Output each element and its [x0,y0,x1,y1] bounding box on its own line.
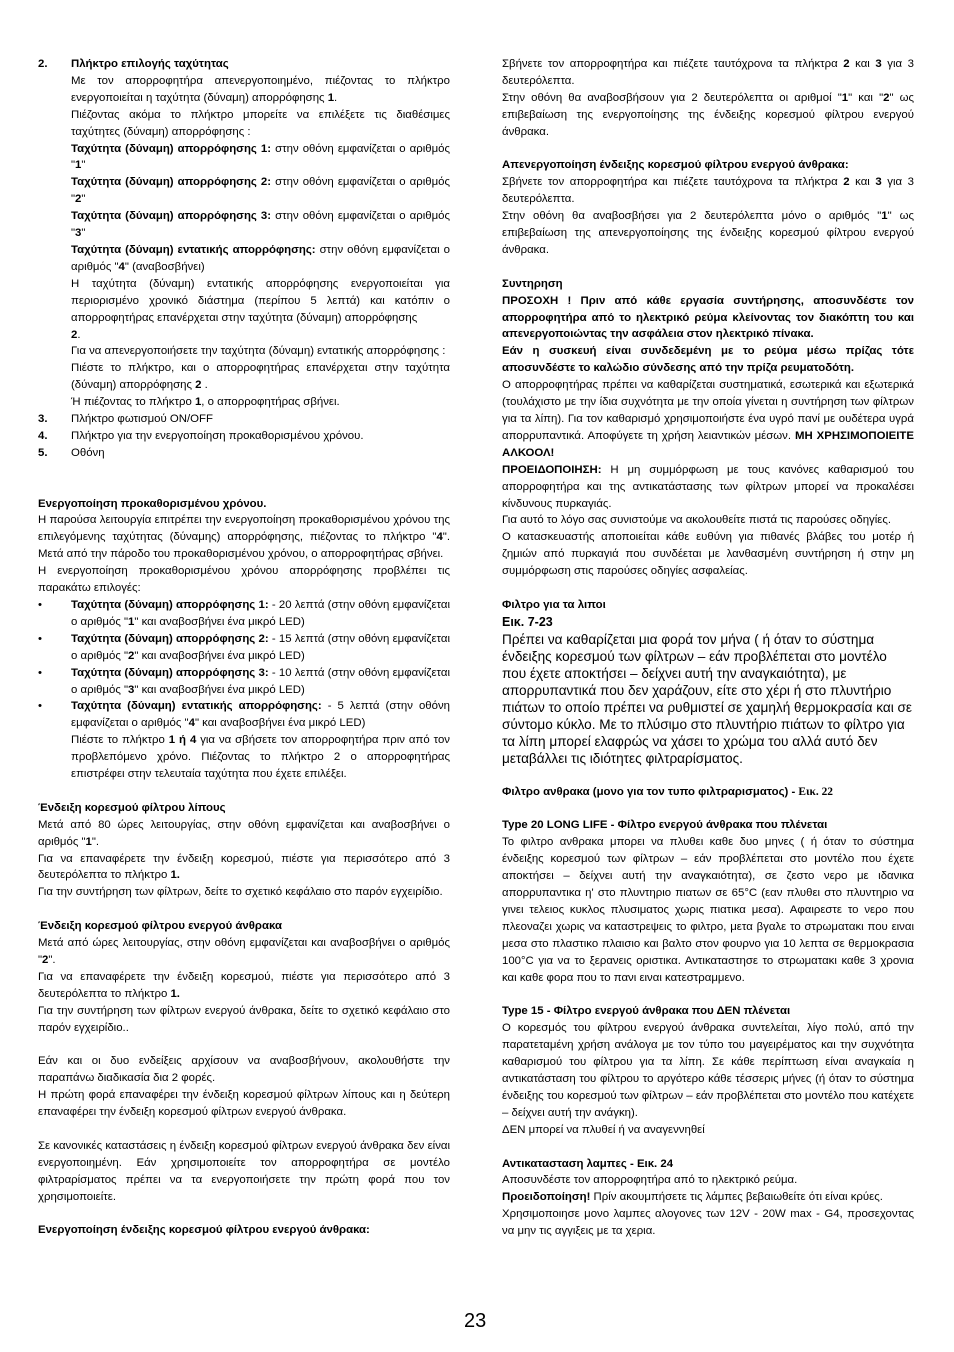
warning-text: ΠΡΟΣΟΧΗ ! Πριν από κάθε εργασία συντήρησης, αποσυνδέστε τον απορροφητήρα από το ηλεκτρικό ρεύμα κλείνοντας τον διακόπτη του και απενεργοποιώντας την ασφάλεια στον ηλεκτρικό πίνακα. [502,294,914,341]
list-text: Οθόνη [71,446,105,459]
paragraph: Για να απενεργοποιήσετε την ταχύτητα (δύναμη) εντατικής απορρόφησης : [71,345,446,358]
section-heading: Συντηρηση [502,277,563,290]
list-item-timer-1: • Ταχύτητα (δύναμη) απορρόφησης 1: - 20 λεπτά (στην οθόνη εμφανίζεται ο αριθμός "1" και αναβοσβήνει ένα μικρό LED) [38,598,450,628]
paragraph: Για να επαναφέρετε την ένδειξη κορεσμού, πιέστε για περισσότερο από 3 δευτερόλεπτα το πλήκτρο 1. [38,852,450,882]
warning-text: Εάν η συσκευή είναι συνδεδεμένη με το ρεύμα μέσω πρίζας τότε αποσυνδέστε το καλώδιο σύνδεσης από την πρίζα ρευματοδότη. [502,345,914,375]
speed-1-line: Ταχύτητα (δύναμη) απορρόφησης 1: στην οθόνη εμφανίζεται ο αριθμός "1" [71,142,450,172]
speed-2-line: Ταχύτητα (δύναμη) απορρόφησης 2: στην οθόνη εμφανίζεται ο αριθμός "2" [71,176,450,206]
section-heading: Ένδειξη κορεσμού φίλτρου ενεργού άνθρακα [38,920,282,933]
page-number: 23 [464,1310,487,1332]
list-item-light-button [38,411,450,428]
bullet: • [38,666,42,679]
paragraph: Αποσυνδέστε τον απορροφητήρα από το ηλεκτρικό ρεύμα. [502,1174,798,1187]
list-item-timer-2: • Ταχύτητα (δύναμη) απορρόφησης 2: - 15 λεπτά (στην οθόνη εμφανίζεται ο αριθμός "2" και αναβοσβήνει ένα μικρό LED) [38,632,450,662]
bullet: • [38,632,42,645]
section-heading: Απενεργοποίηση ένδειξης κορεσμού φίλτρου ενεργού άνθρακα: [502,159,849,172]
list-number: 5. [38,446,48,459]
paragraph: Ο απορροφητήρας πρέπει να καθαρίζεται συστηματικά, εσωτερικά και εξωτερικά (τουλάχιστο με την ίδια συχνότητα με την οποία γίνεται η συντήρηση των φίλτρων για τα λίπη). Για τον καθαρισμό χρησιμοποιήστε ένα υγρό πανί με ουδέτερα υγρά απορρυπαντικά. Αποφύγετε τη χρήση λειαντικών μέσων. ΜΗ ΧΡΗΣΙΜΟΠΟΙΕΙΤΕ ΑΛΚΟΟΛ! [502,379,914,459]
list-text: Πλήκτρο φωτισμού ON/OFF [71,413,213,426]
paragraph: Προειδοποίηση! Πρίν ακουμπήσετε τις λάμπες βεβαιωθείτε ότι είναι κρύες. [502,1191,883,1204]
paragraph: Μετά από ώρες λειτουργίας, στην οθόνη εμφανίζεται και αναβοσβήνει ο αριθμός "2". [38,937,450,966]
paragraph: Σβήνετε τον απορροφητήρα και πιέζετε ταυτόχρονα τα πλήκτρα 2 και 3 για 3 δευτερόλεπτα. [502,58,914,87]
list-number: 2. [38,58,48,70]
paragraph: ΔΕΝ μπορεί να πλυθεί ή να αναγεννηθεί [502,1123,705,1136]
paragraph: Η πρώτη φορά επαναφέρει την ένδειξη κορεσμού φίλτρων λίπους και η δεύτερη επαναφέρει την ένδειξη κορεσμού φίλτρων ενεργού άνθρακα. [38,1089,450,1119]
paragraph: Εάν και οι δυο ενδείξεις αρχίσουν να αναβοσβήνουν, ακολουθήστε την παραπάνω διαδικασία δια 2 φορές. [38,1055,450,1085]
paragraph: Για την συντήρηση των φίλτρων ενεργού άνθρακα, δείτε το σχετικό κεφάλαιο στο παρόν εγχειρίδιο.. [38,1004,450,1034]
section-heading: Type 15 - Φίλτρο ενεργού άνθρακα που ΔΕΝ πλένεται [502,1005,791,1018]
section-heading: Ενεργοποίηση προκαθορισμένου χρόνου. [38,497,267,510]
paragraph: Στην οθόνη θα αναβοσβήσει για 2 δευτερόλεπτα μόνο ο αριθμός "1" ως επιβεβαίωση της απενεργοποίησης της ένδειξης κορεσμού φίλτρου ενεργού άνθρακα. [502,210,915,256]
left-column [38,56,450,1239]
section-heading: Type 20 LONG LIFE - Φίλτρο ενεργού άνθρακα που πλένεται [502,819,828,832]
list-item-speed-button [38,56,450,411]
section-heading: Φιλτρο για τα λιποι [502,598,606,611]
paragraph: Ο κορεσμός του φίλτρου ενεργού άνθρακα συντελείται, λίγο πολύ, από την παρατεταμένη χρήση ανάλογα με τον τύπο του μαγειρέματος και την συχνότητα καθαρισμού του φίλτρου για τα λίπη. Σε κάθε περίπτωση είναι αναγκαία η αντικατάσταση του φίλτρου το αργότερο κάθε τέσσερις μήνες (ή όταν το σύστημα ένδειξης του κορεσμού των φίλτρων – εάν προβλέπεται στο μοντέλο που κατέχετε – δείχνει αυτή την ανάγκη). [502,1022,914,1119]
paragraph: Με τον απορροφητήρα απενεργοποιημένο, πιέζοντας το πλήκτρο ενεργοποιείται η ταχύτητα (δύναμη) απορρόφησης 1. [71,74,450,104]
list-text: Πλήκτρο για την ενεργοποίηση προκαθορισμένου χρόνου. [71,429,364,442]
list-number: 3. [38,413,48,426]
paragraph: Χρησιμοποιησε μονο λαμπες αλογονες των 12V - 20W max - G4, προσεχοντας να μην τις αγγιξεις με τα χερια. [502,1208,914,1238]
paragraph: Η παρούσα λειτουργία επιτρέπει την ενεργοποίηση προκαθορισμένου χρόνου της επιλεγόμενης ταχύτητας (δύναμης) απορρόφησης, πιέζοντας το πλήκτρο "4". Μετά από την πάροδο του προκαθορισμένου χρόνου, ο απορροφητήρας σβήνει. [38,514,450,561]
bullet: • [38,598,42,611]
figure-reference: Εικ. 7-23 [502,614,553,629]
paragraph: Για να επαναφέρετε την ένδειξη κορεσμού, πιέστε για περισσότερο από 3 δευτερόλεπτα το πλήκτρο 1. [38,970,450,1000]
paragraph: Για αυτό το λόγο σας συνιστούμε να ακολουθείτε πιστά τις παρούσες οδηγίες. [502,514,891,527]
paragraph: Το φιλτρο ανθρακα μπορει να πλυθει καθε δυο μηνες ( ή όταν το σύστημα ένδειξης κορεσμού των φίλτρων – εάν προβλέπεται στο μοντέλο που έχετε αποκτήσει – δείχνει αυτή την αναγκαιότητα), σε ζεστο νερο με ιδανικα απορρυπαντικα η' στο πλυντηριο πιατων σε 65°C (εαν πλυθει στο πλυντηριο να γινει τελειος κυκλος πλυσιματος χωρις πιατικα μεσα). Αφαιρεστε το νερο που πλεοναζει χωρις να καταστρεψεις το φιλτρο, μετα βγαλε το στρωματακι που ειναι μεσα στο πλαστικο πλαισιο και βαλτο στον φουρνο για 10 λεπτα σε θερμοκρασια 100°C για να το ξερανεις οριστικα. Αντικαταστησε το στρωματακι καθε 3 χρονια και καθε φορα που το πανι ειναι κατεστραμμενο. [502,836,914,984]
section-heading: Ενεργοποίηση ένδειξης κορεσμού φίλτρου ενεργού άνθρακα: [38,1224,370,1237]
section-heading: Αντικατασταση λαμπες - Εικ. 24 [502,1157,674,1170]
section-heading: Πλήκτρο επιλογής ταχύτητας [71,58,229,70]
list-item-display [38,445,450,462]
list-item-timer-button [38,428,450,445]
speed-3-line: Ταχύτητα (δύναμη) απορρόφησης 3: στην οθόνη εμφανίζεται ο αριθμός "3" [71,210,450,240]
paragraph: Σε κανονικές καταστάσεις η ένδειξη κορεσμού φίλτρων ενεργού άνθρακα δεν είναι ενεργοποιημένη. Εάν χρησιμοποιείτε τον απορροφητήρα σε μοντέλο φιλτραρίσματος πρέπει να τα ενεργοποιήσετε την πρώτη φορά που τον χρησιμοποιείτε. [38,1139,450,1203]
paragraph: Πιέζοντας ακόμα το πλήκτρο μπορείτε να επιλέξετε τις διαθέσιμες ταχύτητες (δύναμη) απορρόφησης : [71,108,450,138]
paragraph: Μετά από 80 ώρες λειτουργίας, στην οθόνη εμφανίζεται και αναβοσβήνει ο αριθμός "1". [38,818,450,848]
paragraph: Η ενεργοποίηση προκαθορισμένου χρόνου απορρόφησης προβλέπει τις παρακάτω επιλογές: [38,565,450,595]
right-column [502,56,914,1240]
paragraph: Πρέπει να καθαρίζεται μια φορά τον μήνα ( ή όταν το σύστημα ένδειξης κορεσμού των φίλτρων – εάν προβλέπεται στο μοντέλο που έχετε αποκτήσει – δείχνει αυτή την αναγκαιότητα), με απορρυπαντικά που δεν χαράζουν, είτε στο χέρι ή στο πλυντήριο πιάτων το οποίο πρέπει να ρυθμιστεί σε χαμηλή θερμοκρασία και σε σύντομο κύκλο. Με το πλύσιμο στο πλυντήριο πιάτων το φίλτρο για τα λίπη μπορεί ελαφρώς να χάσει το χρώμα του αλλά αυτό δεν μεταβάλλει τις ιδιότητες φιλτραρίσματος. [502,631,912,766]
paragraph: Ο κατασκευαστής αποποιείται κάθε ευθύνη για πιθανές βλάβες του μοτέρ ή ζημιών από πυρκαγιά που συνδέεται με λανθασμένη συντήρηση ή στην μη συμμόρφωση στις παρούσες οδηγίες ασφαλείας. [502,531,914,578]
bullet: • [38,700,42,713]
section-heading: Φιλτρο ανθρακα (μονο για τον τυπο φιλτραρισματος) - Εικ. 22 [502,785,833,798]
paragraph: Πιέστε το πλήκτρο, και ο απορροφητήρας επανέρχεται στην ταχύτητα (δύναμη) απορρόφησης 2 . [71,362,450,392]
paragraph: Για την συντήρηση των φίλτρων, δείτε το σχετικό κεφάλαιο στο παρόν εγχειρίδιο. [38,886,443,899]
list-number: 4. [38,429,48,442]
paragraph: Η ταχύτητα (δύναμη) εντατικής απορρόφησης ενεργοποιείται για περιορισμένο χρονικό διάστημα (περίπου 5 λεπτά) και κατόπιν ο απορροφητήρας επανέρχεται στην ταχύτητα (δύναμη) απορρόφησης 2. [71,277,450,341]
list-item-timer-intensive: • Ταχύτητα (δύναμη) εντατικής απορρόφησης: - 5 λεπτά (στην οθόνη εμφανίζεται ο αριθμός "4" και αναβοσβήνει ένα μικρό LED) Πιέστε το πλήκτρο 1 ή 4 για να σβήσετε τον απορροφητήρα πριν από τον προβλεπόμενο χρόνο. Πιέζοντας το πλήκτρο 2 ο απορροφητήρας επιστρέφει στην τελευταία ταχύτητα που έχετε επιλέξει. [38,700,450,781]
paragraph: Σβήνετε τον απορροφητήρα και πιέζετε ταυτόχρονα τα πλήκτρα 2 και 3 για 3 δευτερόλεπτα. [502,176,914,206]
speed-intensive-line: Ταχύτητα (δύναμη) εντατικής απορρόφησης: στην οθόνη εμφανίζεται ο αριθμός "4" (αναβοσβήνει) [71,243,450,273]
list-item-timer-3: • Ταχύτητα (δύναμη) απορρόφησης 3: - 10 λεπτά (στην οθόνη εμφανίζεται ο αριθμός "3" και αναβοσβήνει ένα μικρό LED) [38,666,450,696]
paragraph: ΠΡΟΕΙΔΟΠΟΙΗΣΗ: Η μη συμμόρφωση με τους κανόνες καθαρισμού του απορροφητήρα και της αντικατάστασης των φίλτρων μπορεί να προκαλέσει κίνδυνους πυρκαγιάς. [502,463,914,510]
paragraph: Στην οθόνη θα αναβοσβήσουν για 2 δευτερόλεπτα οι αριθμοί "1" και "2" ως επιβεβαίωση της ενεργοποίησης της ένδειξης κορεσμού φίλτρου ενεργού άνθρακα. [502,91,915,138]
paragraph: Ή πιέζοντας το πλήκτρο 1, ο απορροφητήρας σβήνει. [71,396,340,409]
section-heading: Ένδειξη κορεσμού φίλτρου λίπους [38,801,226,814]
